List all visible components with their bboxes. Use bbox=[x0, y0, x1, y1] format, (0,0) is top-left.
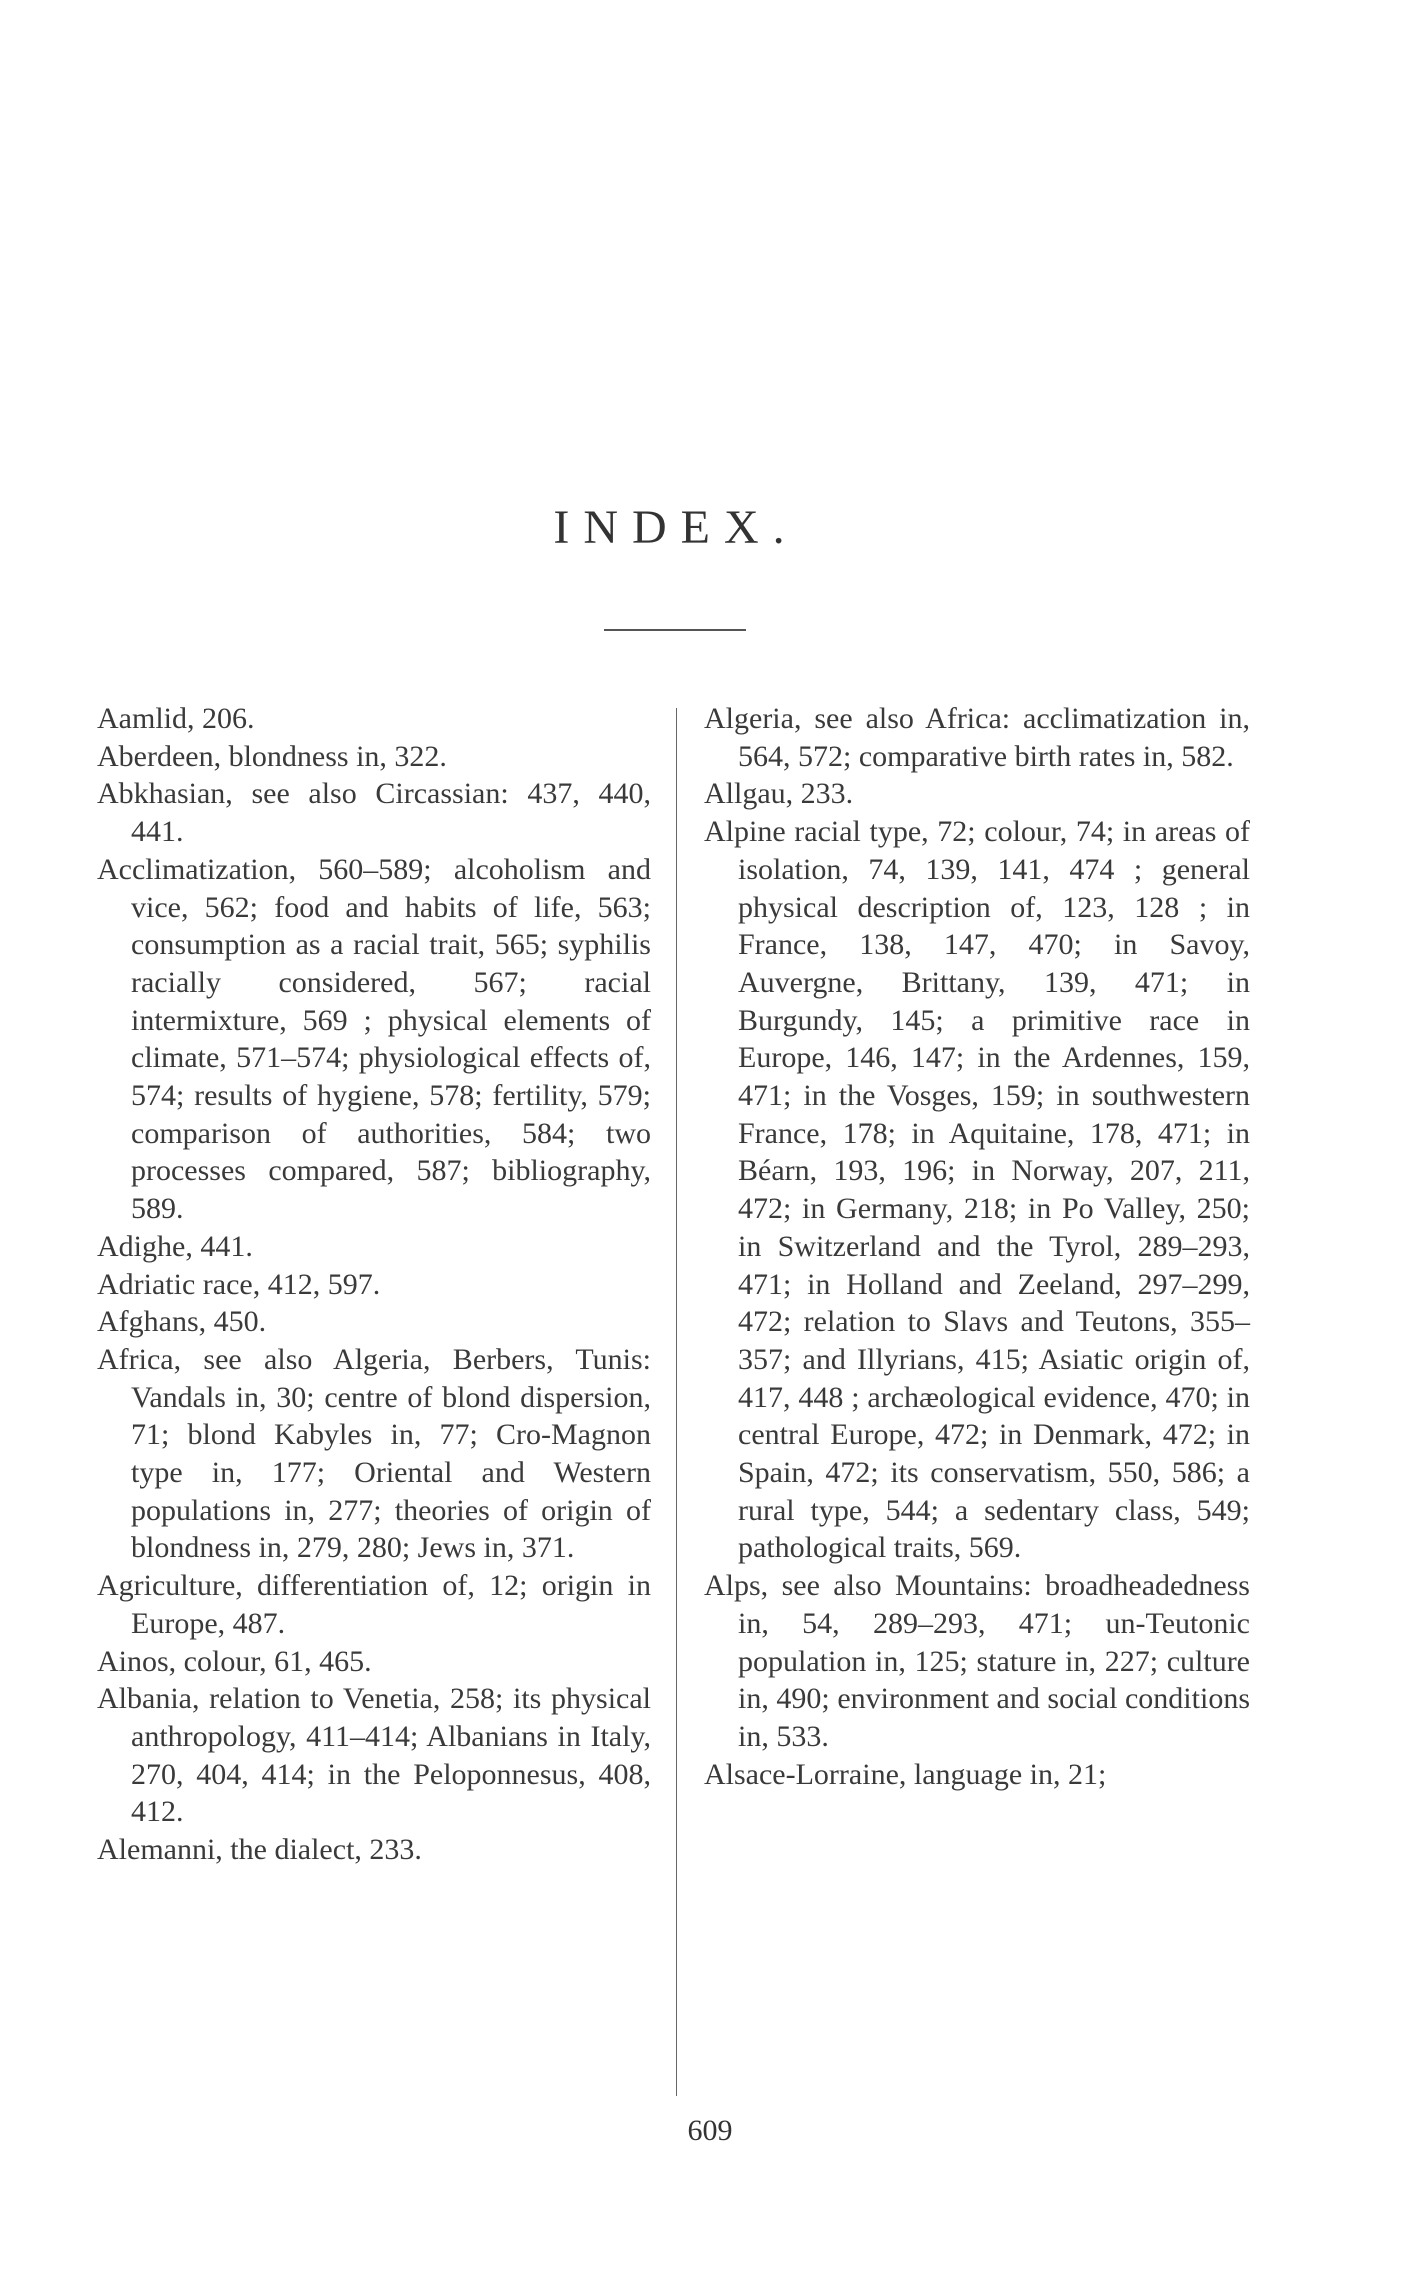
index-entry: Adriatic race, 412, 597. bbox=[97, 1267, 381, 1301]
index-column-left bbox=[97, 700, 651, 1869]
title-rule bbox=[604, 629, 746, 631]
index-entry: Alsace-Lorraine, language in, 21; bbox=[704, 1757, 1107, 1791]
index-entry: Algeria, see also Africa: acclimatization in, 564, 572; comparative birth rates in, 582. bbox=[704, 702, 1250, 773]
index-entry: Abkhasian, see also Circassian: 437, 440, 441. bbox=[97, 777, 651, 849]
index-entry: Adighe, 441. bbox=[97, 1229, 253, 1263]
index-entry: Afghans, 450. bbox=[97, 1305, 267, 1339]
index-entry: Alemanni, the dialect, 233. bbox=[97, 1833, 422, 1867]
index-entry: Ainos, colour, 61, 465. bbox=[97, 1644, 372, 1678]
index-entry: Africa, see also Algeria, Berbers, Tunis: Vandals in, 30; centre of blond dispersion, 71; blond Kabyles in, 77; Cro-Magnon type in, 177; Oriental and Western populations in, 277; theories of origin of blondness in, 279, 280; Jews in, 371. bbox=[97, 1342, 651, 1565]
index-entry: Agriculture, differentiation of, 12; origin in Europe, 487. bbox=[97, 1569, 651, 1640]
index-entry: Acclimatization, 560–589; alcoholism and vice, 562; food and habits of life, 563; consumption as a racial trait, 565; syphilis racially considered, 567; racial intermixture, 569 ; physical elements of climate, 571–574; physiological effects of, 574; results of hygiene, 578; fertility, 579; comparison of authorities, 584; two processes compared, 587; bibliography, 589. bbox=[97, 852, 651, 1226]
page-number: 609 bbox=[687, 2114, 733, 2147]
index-entry: Alpine racial type, 72; colour, 74; in areas of isolation, 74, 139, 141, 474 ; general physical description of, 123, 128 ; in France, 138, 147, 470; in Savoy, Auvergne, Brittany, 139, 471; in Burgundy, 145; a primitive race in Europe, 146, 147; in the Ardennes, 159, 471; in the Vosges, 159; in southwestern France, 178; in Aquitaine, 178, 471; in Béarn, 193, 196; in Norway, 207, 211, 472; in Germany, 218; in Po Valley, 250; in Switzerland and the Tyrol, 289–293, 471; in Holland and Zeeland, 297–299, 472; relation to Slavs and Teutons, 355–357; and Illyrians, 415; Asiatic origin of, 417, 448 ; archæological evidence, 470; in central Europe, 472; in Denmark, 472; in Spain, 472; its conservatism, 550, 586; a rural type, 544; a sedentary class, 549; pathological traits, 569. bbox=[704, 815, 1250, 1565]
index-entry: Aberdeen, blondness in, 322. bbox=[97, 739, 447, 773]
index-entry: Alps, see also Mountains: broadheadedness in, 54, 289–293, 471; un-Teutonic population in, 125; stature in, 227; culture in, 490; environment and social conditions in, 533. bbox=[704, 1569, 1250, 1753]
index-entry: Albania, relation to Venetia, 258; its physical anthropology, 411–414; Albanians in Italy, 270, 404, 414; in the Peloponnesus, 408, 412. bbox=[97, 1682, 651, 1829]
index-entry: Aamlid, 206. bbox=[97, 702, 255, 735]
column-divider bbox=[676, 708, 677, 2096]
index-entry: Allgau, 233. bbox=[704, 777, 854, 811]
index-column-right bbox=[704, 700, 1250, 1793]
page-title: INDEX. bbox=[553, 501, 799, 554]
